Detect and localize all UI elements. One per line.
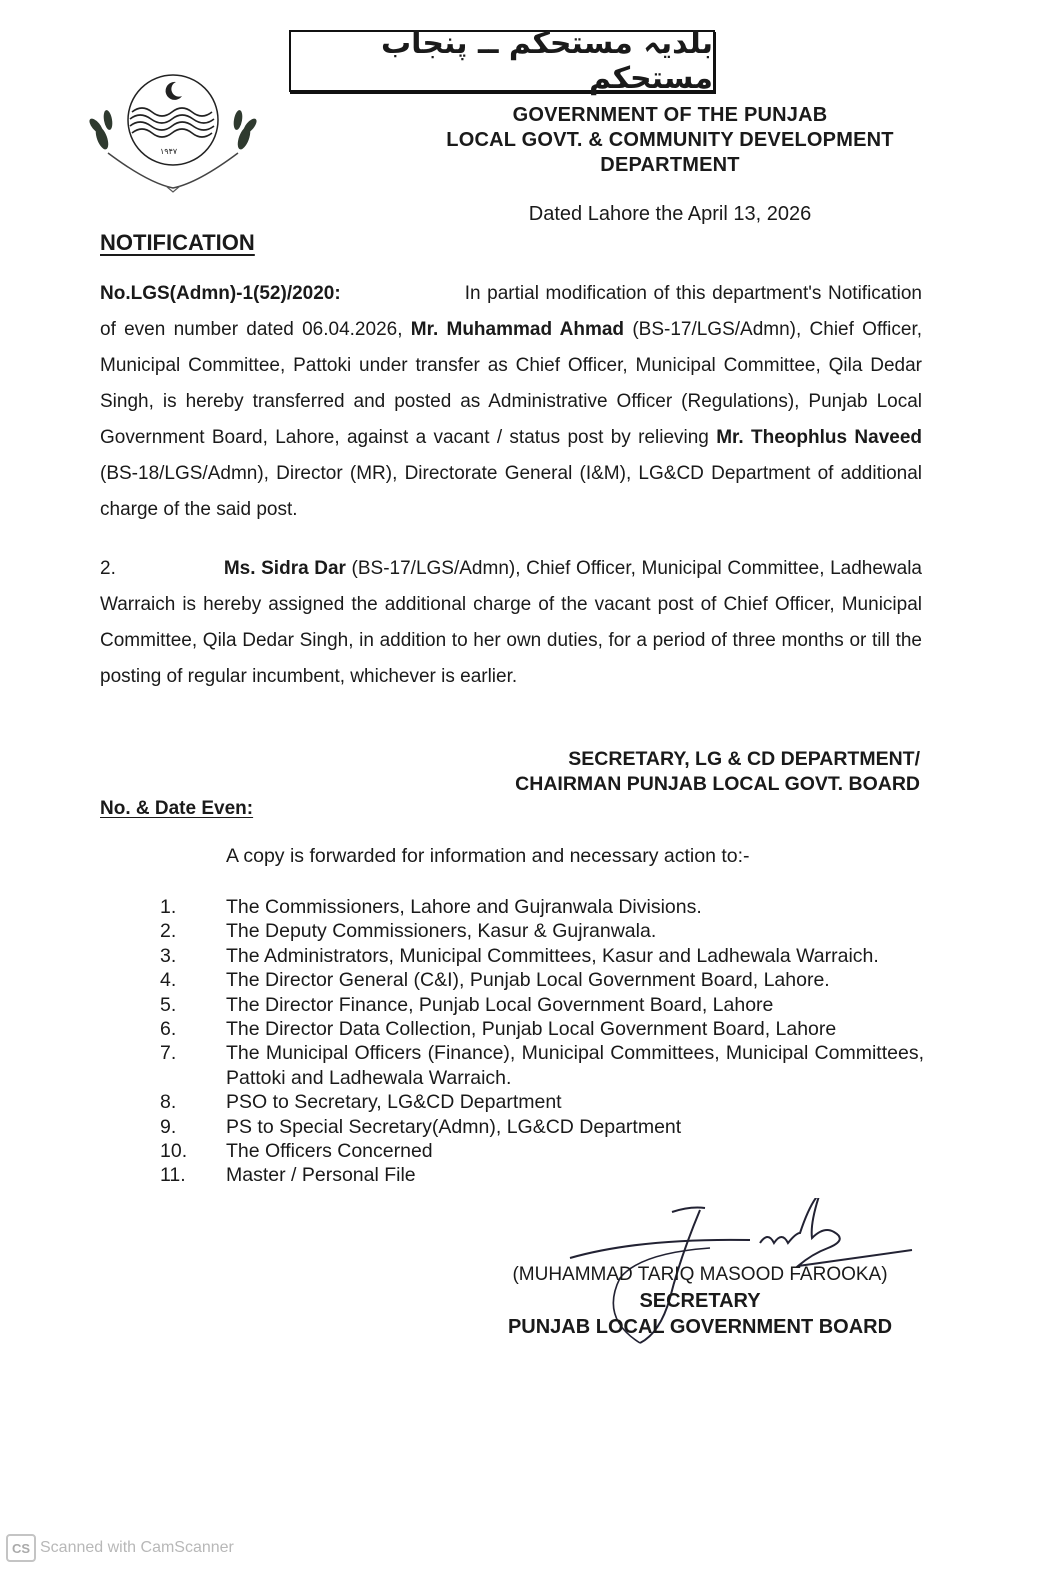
svg-text:۱۹۴۷: ۱۹۴۷ <box>160 147 178 156</box>
copy-heading: No. & Date Even: <box>100 798 254 819</box>
list-item: 11. Master / Personal File <box>160 1164 416 1187</box>
officer-3-name: Ms. Sidra Dar <box>223 558 346 579</box>
document-date: Dated Lahore the April 13, 2026 <box>528 203 812 225</box>
header-line-2: LOCAL GOVT. & COMMUNITY DEVELOPMENT <box>446 129 894 151</box>
signature-block <box>480 1262 920 1340</box>
para2-number: 2. <box>100 558 116 579</box>
para2-body: (BS-17/LGS/Admn), Chief Officer, Municipal Committee, Ladhewala Warraich is hereby assigned the additional charge of the vacant post of Chief Officer, Municipal Committee, Qila Dedar Singh, in addition to her own duties, for a period of three months or till the posting of regular incumbent, whichever is earlier. <box>100 558 922 687</box>
list-item: 9. PS to Special Secretary(Admn), LG&CD Department <box>160 1115 682 1138</box>
signatory-name: (MUHAMMAD TARIQ MASOOD FAROOKA) <box>512 1264 888 1285</box>
list-item: 6. The Director Data Collection, Punjab Local Government Board, Lahore <box>160 1018 837 1041</box>
officer-1-name: Mr. Muhammad Ahmad <box>410 319 625 340</box>
camscanner-logo-icon: CS <box>6 1534 36 1562</box>
urdu-motto: بلدیہ مستحکم ــ پنجاب مستحکم <box>380 26 713 96</box>
para1-intro: In partial modification of this department's Notification of even number dated 06.04.2026, <box>100 283 922 340</box>
signatory-organization: PUNJAB LOCAL GOVERNMENT BOARD <box>507 1316 893 1338</box>
watermark-text: Scanned with CamScanner <box>40 1539 234 1556</box>
document-title: NOTIFICATION <box>100 230 255 255</box>
punjab-emblem-icon <box>88 68 258 198</box>
copy-intro: A copy is forwarded for information and necessary action to:- <box>226 845 750 867</box>
para1-body: (BS-17/LGS/Admn), Chief Officer, Municipal Committee, Pattoki under transfer as Chief Officer, Municipal Committee, Qila Dedar Singh, is hereby transferred and posted as Administrative Officer (Regulations), Punjab Local Government Board, Lahore, against a vacant / status post by relieving <box>100 319 923 448</box>
list-item: 5. The Director Finance, Punjab Local Government Board, Lahore <box>160 993 774 1016</box>
distribution-list <box>160 895 924 1188</box>
list-item: 4. The Director General (C&I), Punjab Local Government Board, Lahore. <box>160 969 830 992</box>
paragraph-2 <box>100 551 922 695</box>
list-item: 7. The Municipal Officers (Finance), Municipal Committees, Municipal Committees, Pattoki and Ladhewala Warraich. <box>160 1042 924 1089</box>
paragraph-1 <box>100 276 922 528</box>
list-item: 1. The Commissioners, Lahore and Gujranwala Divisions. <box>160 896 702 918</box>
signatory-designation: SECRETARY <box>639 1290 761 1312</box>
para1-end: (BS-18/LGS/Admn), Director (MR), Directorate General (I&M), LG&CD Department of additional charge of the said post. <box>100 463 922 520</box>
list-item: 3. The Administrators, Municipal Committees, Kasur and Ladhewala Warraich. <box>160 944 879 967</box>
list-item: 2. The Deputy Commissioners, Kasur & Gujranwala. <box>160 920 657 943</box>
list-item: 8. PSO to Secretary, LG&CD Department <box>160 1091 562 1114</box>
list-item: 10. The Officers Concerned <box>160 1140 433 1163</box>
header-line-3: DEPARTMENT <box>600 154 740 176</box>
urdu-motto-box <box>289 26 715 96</box>
signatory-title-2: CHAIRMAN PUNJAB LOCAL GOVT. BOARD <box>515 773 920 795</box>
reference-number: No.LGS(Admn)-1(52)/2020: <box>100 283 341 304</box>
officer-2-name: Mr. Theophlus Naveed <box>716 427 923 448</box>
camscanner-watermark <box>6 1534 234 1562</box>
header-line-1: GOVERNMENT OF THE PUNJAB <box>512 104 828 126</box>
signatory-title-1: SECRETARY, LG & CD DEPARTMENT/ <box>568 748 920 770</box>
